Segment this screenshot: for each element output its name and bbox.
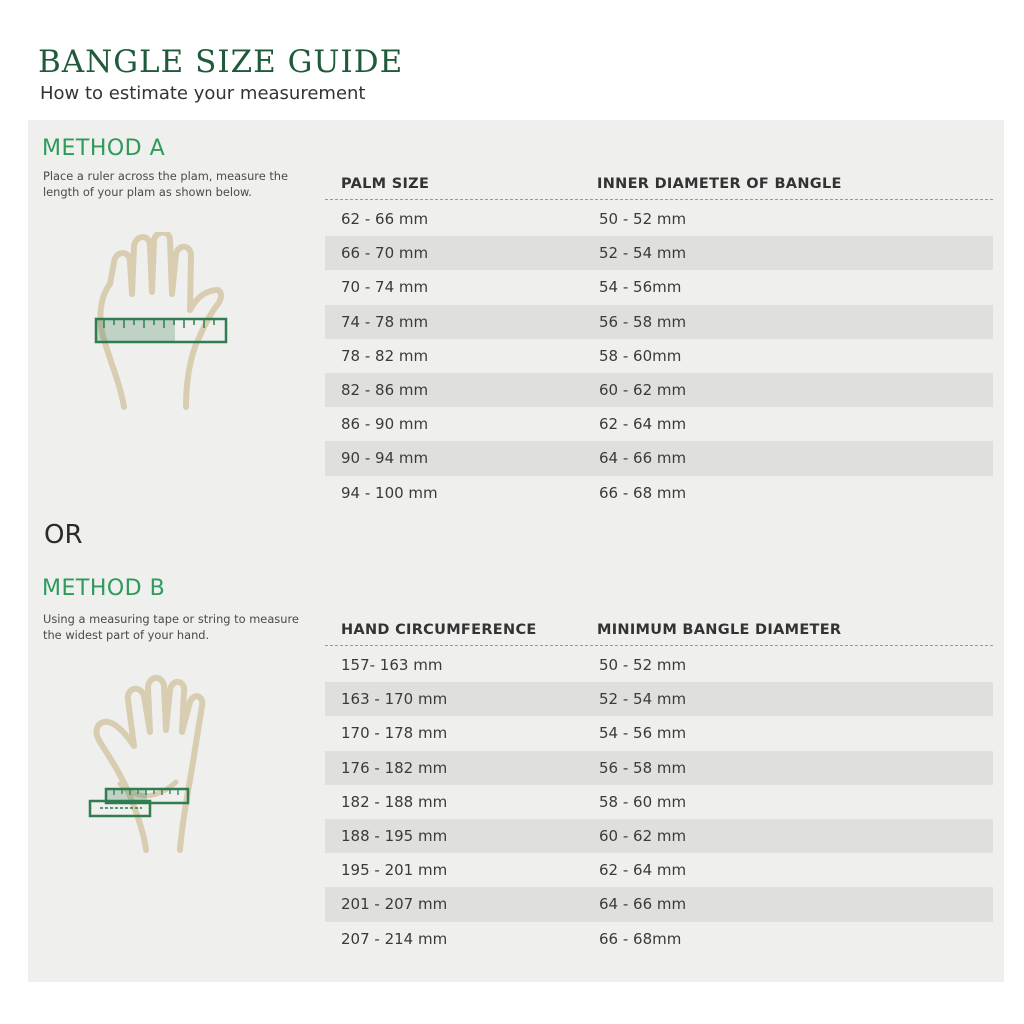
diameter-cell: 64 - 66 mm <box>599 895 687 914</box>
diameter-cell: 58 - 60 mm <box>599 792 687 811</box>
method-b-description: Using a measuring tape or string to measure the widest part of your hand. <box>43 612 299 642</box>
table-row <box>325 407 993 441</box>
table-row <box>325 305 993 339</box>
circumference-cell: 188 - 195 mm <box>341 826 448 845</box>
size-guide-panel <box>28 120 1004 982</box>
diameter-cell: 50 - 52 mm <box>599 656 687 674</box>
circumference-cell: 163 - 170 mm <box>341 690 448 709</box>
diameter-cell: 60 - 62 mm <box>599 826 687 845</box>
palm-size-cell: 62 - 66 mm <box>341 210 429 228</box>
table-row <box>325 476 993 510</box>
table-header <box>325 176 993 200</box>
circumference-cell: 182 - 188 mm <box>341 792 448 811</box>
method-a-description: Place a ruler across the plam, measure the length of your plam as shown below. <box>43 169 289 199</box>
palm-size-table <box>325 176 993 510</box>
diameter-cell: 64 - 66 mm <box>599 449 687 468</box>
diameter-cell: 62 - 64 mm <box>599 415 687 434</box>
diameter-cell: 66 - 68 mm <box>599 483 687 502</box>
palm-size-header: PALM SIZE <box>341 176 430 192</box>
palm-size-cell: 94 - 100 mm <box>341 483 438 502</box>
diameter-cell: 54 - 56 mm <box>599 724 687 743</box>
hand-with-ruler-icon <box>90 232 230 412</box>
table-row <box>325 373 993 407</box>
method-b-heading: METHOD B <box>42 576 166 601</box>
hand-circumference-table <box>325 622 993 956</box>
table-row <box>325 270 993 304</box>
diameter-cell: 58 - 60mm <box>599 346 682 365</box>
method-a-heading: METHOD A <box>42 136 166 161</box>
diameter-cell: 54 - 56mm <box>599 278 682 297</box>
palm-size-cell: 86 - 90 mm <box>341 415 429 434</box>
diameter-cell: 52 - 54 mm <box>599 690 687 709</box>
page-subtitle: How to estimate your measurement <box>40 83 366 104</box>
palm-size-cell: 78 - 82 mm <box>341 346 429 365</box>
diameter-cell: 60 - 62 mm <box>599 380 687 399</box>
circumference-cell: 176 - 182 mm <box>341 758 448 777</box>
table-header <box>325 622 993 646</box>
table-row <box>325 339 993 373</box>
table-row <box>325 441 993 475</box>
diameter-cell: 66 - 68mm <box>599 929 682 948</box>
table-row <box>325 682 993 716</box>
diameter-cell: 62 - 64 mm <box>599 861 687 880</box>
table-row <box>325 887 993 921</box>
table-row <box>325 751 993 785</box>
diameter-cell: 50 - 52 mm <box>599 210 687 228</box>
circumference-cell: 207 - 214 mm <box>341 929 448 948</box>
diameter-cell: 56 - 58 mm <box>599 312 687 331</box>
hand-circumference-header: HAND CIRCUMFERENCE <box>341 622 537 638</box>
table-row <box>325 853 993 887</box>
diameter-cell: 52 - 54 mm <box>599 244 687 263</box>
table-row <box>325 648 993 682</box>
table-row <box>325 202 993 236</box>
palm-size-cell: 82 - 86 mm <box>341 380 429 399</box>
table-row <box>325 236 993 270</box>
palm-size-cell: 90 - 94 mm <box>341 449 429 468</box>
table-row <box>325 716 993 750</box>
table-row <box>325 819 993 853</box>
or-divider: OR <box>44 520 83 550</box>
hand-with-tape-icon <box>86 672 226 854</box>
palm-size-cell: 70 - 74 mm <box>341 278 429 297</box>
palm-size-cell: 74 - 78 mm <box>341 312 429 331</box>
table-row <box>325 785 993 819</box>
minimum-diameter-header: MINIMUM BANGLE DIAMETER <box>597 622 842 638</box>
diameter-cell: 56 - 58 mm <box>599 758 687 777</box>
inner-diameter-header: INNER DIAMETER OF BANGLE <box>597 176 842 192</box>
circumference-cell: 201 - 207 mm <box>341 895 448 914</box>
page-title: BANGLE SIZE GUIDE <box>38 44 404 80</box>
palm-size-cell: 66 - 70 mm <box>341 244 429 263</box>
circumference-cell: 195 - 201 mm <box>341 861 448 880</box>
table-row <box>325 922 993 956</box>
circumference-cell: 170 - 178 mm <box>341 724 448 743</box>
circumference-cell: 157- 163 mm <box>341 656 443 674</box>
